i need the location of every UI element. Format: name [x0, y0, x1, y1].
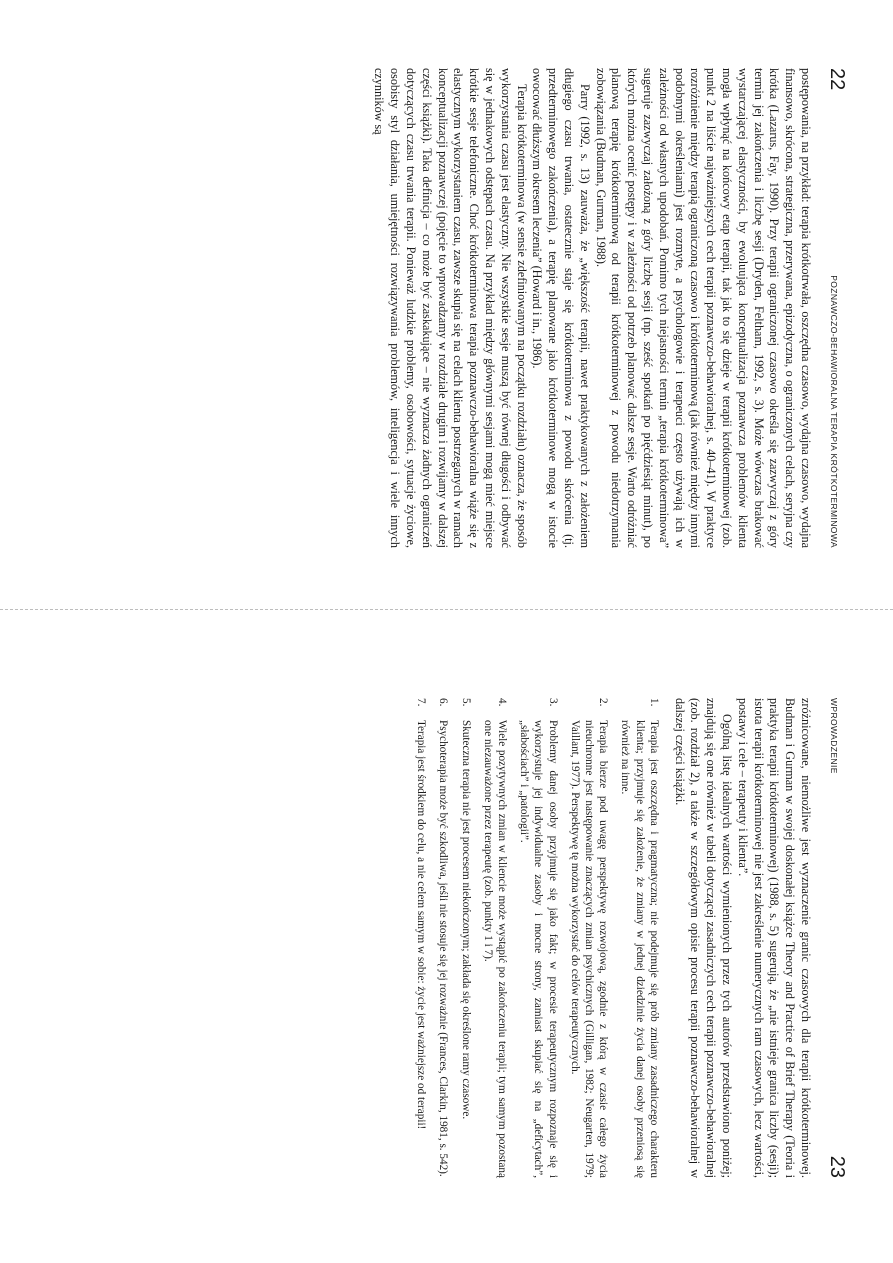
running-head-right	[825, 698, 848, 1178]
running-head-title: WPROWADZENIE	[829, 698, 839, 774]
left-page	[62, 28, 862, 588]
page-gutter-divider	[0, 609, 893, 610]
list-item-number: 2.	[597, 698, 610, 707]
list-item-text: Problemy danej osoby przyjmuje się jako fakt; w procesie terapeutycznym rozpoznaje się i wykorzystuje jej indywidualne zasoby i mocne strony, zamiast skupiać się na „deficytach”, „słabościach” i „patologii”.	[518, 720, 559, 1178]
right-page	[62, 658, 862, 1218]
list-item-text: Terapia jest oszczędna i pragmatyczna; nie podejmuje się prób zmiany zasadniczego charakteru klienta; przyjmuje się założenie, że zmiany w jednej dziedzinie życia danej osoby przeniosą się również na inne.	[619, 720, 660, 1178]
page-number: 23	[826, 1155, 848, 1178]
body-text-right	[671, 698, 813, 1178]
paragraph: Parry (1992, s. 13) zauważa, że „większość terapii, nawet praktykowanych z założeniem długiego czasu trwania, ostatecznie staje się krótkoterminowa z powodu skrócenia (tj. przedterminowego zakończenia), a terapię planowane jako krótkoterminowe mogą w istocie owocować dłuższym okresem leczenia” (Howard i in., 1986).	[530, 68, 592, 548]
principles-list	[414, 698, 661, 1178]
list-item-text: Psychoterapia może być szkodliwa, jeśli nie stosuje się jej rozważnie (Frances, Clarkin, 1981, s. 542).	[437, 720, 450, 1177]
list-item-number: 7.	[415, 698, 428, 707]
list-item	[414, 698, 428, 1178]
paragraph: zróżnicowane, niemożliwe jest wyznaczenie granic czasowych dla terapii krótkoterminowej. Budman i Gurman w swojej doskonałej książce Theory and Practice of Brief Therapy (Teoria i praktyka terapii krótkoterminowej) (1988, s. 5) sugerują, że „nie istnieje granica liczby (sesji); istota terapii krótkoterminowej nie jest zakreślenie numerycznych ram czasowych, lecz wartości, postawy i cele – terapeuty i klienta”.	[735, 698, 813, 1178]
list-item	[618, 698, 661, 1178]
list-item-number: 4.	[496, 698, 508, 707]
list-item-number: 6.	[437, 698, 450, 707]
list-item	[517, 698, 560, 1178]
body-text-left	[371, 68, 813, 548]
paragraph: Ogólną listę idealnych wartości wymienionych przez tych autorów przedstawiono poniżej; znajdują się one również w tabeli dotyczącej zasadniczych cech terapii poznawczo-behawioralnej (zob. rozdział 2), a także w szczegółowym opisie procesu terapii poznawczo-behawioralnej w dalszej części książki.	[672, 698, 735, 1178]
list-item	[436, 698, 450, 1178]
list-item-number: 1.	[647, 698, 660, 707]
list-item	[568, 698, 611, 1178]
list-item-number: 5.	[459, 698, 472, 707]
list-item-text: Skuteczna terapia nie jest procesem niekończonym; zakłada się określone ramy czasowe.	[459, 720, 472, 1120]
page-number: 22	[826, 68, 848, 91]
running-head-title: POZNAWCZO-BEHAWIORALNA TERAPIA KRÓTKOTERMINOWA	[829, 275, 839, 548]
paragraph: postępowania, na przykład: terapia krótkotrwała, oszczędna czasowo, wydajna czasowo, wydajna finansowo, skrócona, strategiczna, przerywana, epizodyczna, o ograniczonych celach, seryjna czy krótka (Lazarus, Fay, 1990). Przy terapii ograniczonej czasowo określa się zazwyczaj z góry termin jej zakończenia i liczbę sesji (Dryden, Feltham, 1992, s. 3). Może wówczas brakować wystarczającej elastyczności, by ewoluująca konceptualizacja poznawcza problemów klienta mogła wpłynąć na końcowy etap terapii, tak jak to się dzieje w terapii krótkoterminowej (zob. punkt 2 na liście najważniejszych cech terapii poznawczo-behawioralnej, s. 40–41). W praktyce rozróżnienie między terapią ograniczoną czasowo i krótkoterminową (jak również między innymi podobnymi określeniami) jest rozmyte, a psychologowie i terapeuci często używają ich w zależności od własnych upodobań. Pomimo tych niejasności termin „terapia krótkoterminowa” sugeruje zazwyczaj założoną z góry liczbę sesji (np. sześć spotkań po pięćdziesiąt minut), po których można ocenić postępy i w zależności od potrzeb planować dalsze sesje. Warto odróżniać planową terapię krótkoterminową od terapii krótkoterminowej z powodu niedotrzymania zobowiązania (Budman, Gurman, 1988).	[593, 68, 813, 548]
list-item-number: 3.	[546, 698, 559, 707]
list-item	[458, 698, 472, 1178]
running-head-left	[825, 68, 848, 548]
list-item-text: Terapia jest środkiem do celu, a nie celem samym w sobie: życie jest ważniejsze od terapii!	[415, 720, 428, 1130]
list-item	[481, 698, 509, 1178]
list-item-text: Wiele pozytywnych zmian w kliencie może wystąpić po zakończeniu terapii; tym samym pozostaną one niezauważone przez terapeutę (zob. punkty 1 i 7).	[481, 720, 508, 1178]
paragraph: Terapia krótkoterminowa (w sensie zdefiniowanym na początku rozdziału) oznacza, że sposób wykorzystania czasu jest elastyczny. Nie wszystkie sesje muszą być równej długości i odbywać się w jednakowych odstępach czasu. Na przykład między głównymi sesjami mogą mieć miejsce krótkie sesje telefoniczne. Choć krótkoterminowa terapia poznawczo-behawioralna wiąże się z elastycznym wykorzystaniem czasu, zawsze skupia się na celach klienta postrzeganych w ramach konceptualizacji poznawczej (pojęcie to wprowadzamy w rozdziale drugim i rozwijamy w dalszej części książki). Taka definicja – co może być zaskakujące – nie wyznacza żadnych ograniczeń dotyczących czasu trwania terapii. Ponieważ ludzkie problemy, osobowości, sytuacje życiowe, osobisty styl działania, umiejętności rozwiązywania problemów, inteligencja i wiele innych czynników są	[372, 68, 529, 548]
list-item-text: Terapia bierze pod uwagę perspektywę rozwojową, zgodnie z którą w czasie całego życia nieuchronne jest następowanie znaczących zmian psychicznych (Gilligan, 1982; Neugarten, 1979; Vaillant, 1977). Perspektywę tę można wykorzystać do celów terapeutycznych.	[568, 720, 610, 1178]
